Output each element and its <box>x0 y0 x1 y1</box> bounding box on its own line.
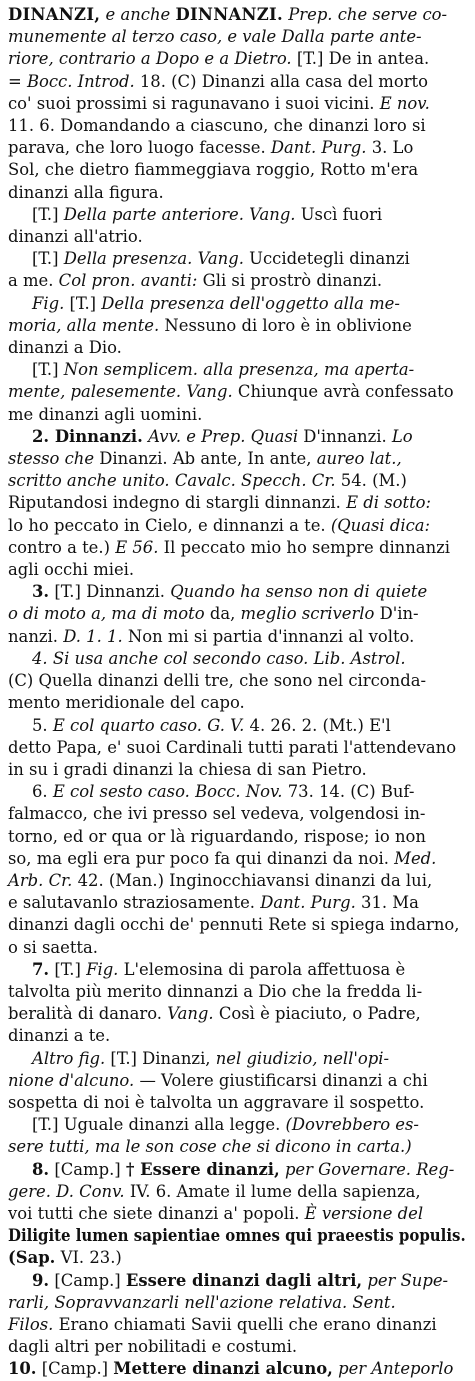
text-line: gere. D. Conv. IV. 6. Amate il lume della sapienza, <box>8 1181 421 1201</box>
text-line: [T.] Non semplicem. alla presenza, ma aperta- <box>32 360 415 380</box>
text-line: Arb. Cr. 42. (Man.) Inginocchiavansi dinanzi da lui, <box>8 870 433 890</box>
text-line: (C) Quella dinanzi delli tre, che sono nel circonda- <box>8 671 427 691</box>
text-line: rarli, Sopravvanzarli nell'azione relativa. Sent. <box>8 1292 396 1312</box>
text-line: 3. [T.] Dinnanzi. Quando ha senso non di quiete <box>32 582 428 602</box>
text-line: nanzi. D. 1. 1. Non mi si partia d'innanzi al volto. <box>8 626 415 646</box>
text-line: dinanzi all'atrio. <box>8 227 143 247</box>
text-line: 7. [T.] Fig. L'elemosina di parola affettuosa è <box>32 959 406 979</box>
text-line: falmacco, che ivi presso sel vedeva, volgendosi in- <box>8 804 426 824</box>
text-line: 9. [Camp.] Essere dinanzi dagli altri, per Supe- <box>32 1270 449 1290</box>
text-line: 4. Si usa anche col secondo caso. Lib. Astrol. <box>32 648 406 668</box>
text-line: [T.] Della parte anteriore. Vang. Uscì fuori <box>32 204 383 224</box>
text-line: dinanzi a Dio. <box>8 338 122 358</box>
text-line: mente, palesemente. Vang. Chiunque avrà confessato <box>8 382 454 402</box>
text-line: Riputandosi indegno di stargli dinnanzi. E di sotto: <box>8 493 432 513</box>
text-line: Fig. [T.] Della presenza dell'oggetto alla me- <box>32 293 400 313</box>
text-line: Diligite lumen sapientiae omnes qui praeestis populis. <box>8 1226 466 1246</box>
text-line: nione d'alcuno. — Volere giustificarsi dinanzi a chi <box>8 1070 428 1090</box>
dictionary-entry <box>8 4 468 1381</box>
text-line: o si saetta. <box>8 937 98 957</box>
text-line: 11. 6. Domandando a ciascuno, che dinanzi loro si <box>8 116 426 136</box>
text-line: talvolta più merito dinnanzi a Dio che la fredda li- <box>8 981 423 1001</box>
text-line: Sol, che dietro fiammeggiava roggio, Rotto m'era <box>8 160 419 180</box>
text-line: detto Papa, e' suoi Cardinali tutti parati l'attendevano <box>8 737 457 757</box>
text-line: o di moto a, ma di moto da, meglio scriverlo D'in- <box>8 604 419 624</box>
text-line: dinanzi alla figura. <box>8 182 164 202</box>
text-line: 6. E col sesto caso. Bocc. Nov. 73. 14. (C) Buf- <box>32 782 415 802</box>
text-line: sospetta di noi è talvolta un aggravare il sospetto. <box>8 1092 425 1112</box>
text-line: DINANZI, e anche DINNANZI. Prep. che serve co- <box>8 5 448 24</box>
text-line: agli occhi miei. <box>8 560 135 580</box>
text-line: mento meridionale del capo. <box>8 693 245 713</box>
text-line: = Bocc. Introd. 18. (C) Dinanzi alla casa del morto <box>8 71 428 91</box>
text-line: lo ho peccato in Cielo, e dinnanzi a te. (Quasi dica: <box>8 515 431 535</box>
text-line: 2. Dinnanzi. Avv. e Prep. Quasi D'innanzi. Lo <box>32 426 413 446</box>
text-line: dinanzi dagli occhi de' pennuti Rete si spiega indarno, <box>8 915 460 935</box>
text-line: e salutavanlo straziosamente. Dant. Purg. 31. Ma <box>8 893 419 913</box>
text-line: dagli altri per nobilitadi e costumi. <box>8 1337 298 1357</box>
text-line: parava, che loro luogo facesse. Dant. Purg. 3. Lo <box>8 138 414 158</box>
text-line: beralità di danaro. Vang. Così è piaciuto, o Padre, <box>8 1004 421 1024</box>
text-line: munemente al terzo caso, e vale Dalla parte ante- <box>8 27 422 47</box>
text-line: voi tutti che siete dinanzi a' popoli. È versione del <box>8 1203 424 1223</box>
text-line: so, ma egli era pur poco fa qui dinanzi da noi. Med. <box>8 848 437 868</box>
text-line: 10. [Camp.] Mettere dinanzi alcuno, per Anteporlo <box>8 1359 454 1379</box>
text-line: [T.] Uguale dinanzi alla legge. (Dovrebbero es- <box>32 1115 419 1135</box>
text-line: 8. [Camp.] † Essere dinanzi, per Governare. Reg- <box>32 1159 455 1179</box>
text-line: moria, alla mente. Nessuno di loro è in oblivione <box>8 315 412 335</box>
text-line: contro a te.) E 56. Il peccato mio ho sempre dinnanzi <box>8 537 451 557</box>
text-line: scritto anche unito. Cavalc. Specch. Cr. 54. (M.) <box>8 471 407 491</box>
text-line: sere tutti, ma le son cose che si dicono in carta.) <box>8 1137 412 1157</box>
text-line: me dinanzi agli uomini. <box>8 404 203 424</box>
text-line: (Sap. VI. 23.) <box>8 1248 122 1268</box>
text-line: torno, ed or qua or là riguardando, rispose; io non <box>8 826 426 846</box>
text-line: riore, contrario a Dopo e a Dietro. [T.] De in antea. <box>8 49 430 69</box>
text-line: co' suoi prossimi si ragunavano i suoi vicini. E nov. <box>8 93 430 113</box>
text-line: [T.] Della presenza. Vang. Uccidetegli dinanzi <box>32 249 410 269</box>
text-line: stesso che Dinanzi. Ab ante, In ante, aureo lat., <box>8 449 402 469</box>
text-line: Altro fig. [T.] Dinanzi, nel giudizio, nell'opi- <box>32 1048 390 1068</box>
text-line: dinanzi a te. <box>8 1026 111 1046</box>
text-line: Filos. Erano chiamati Savii quelli che erano dinanzi <box>8 1314 437 1334</box>
text-line: in su i gradi dinanzi la chiesa di san Pietro. <box>8 759 367 779</box>
text-line: a me. Col pron. avanti: Gli si prostrò dinanzi. <box>8 271 383 291</box>
text-line: 5. E col quarto caso. G. V. 4. 26. 2. (Mt.) E'l <box>32 715 391 735</box>
